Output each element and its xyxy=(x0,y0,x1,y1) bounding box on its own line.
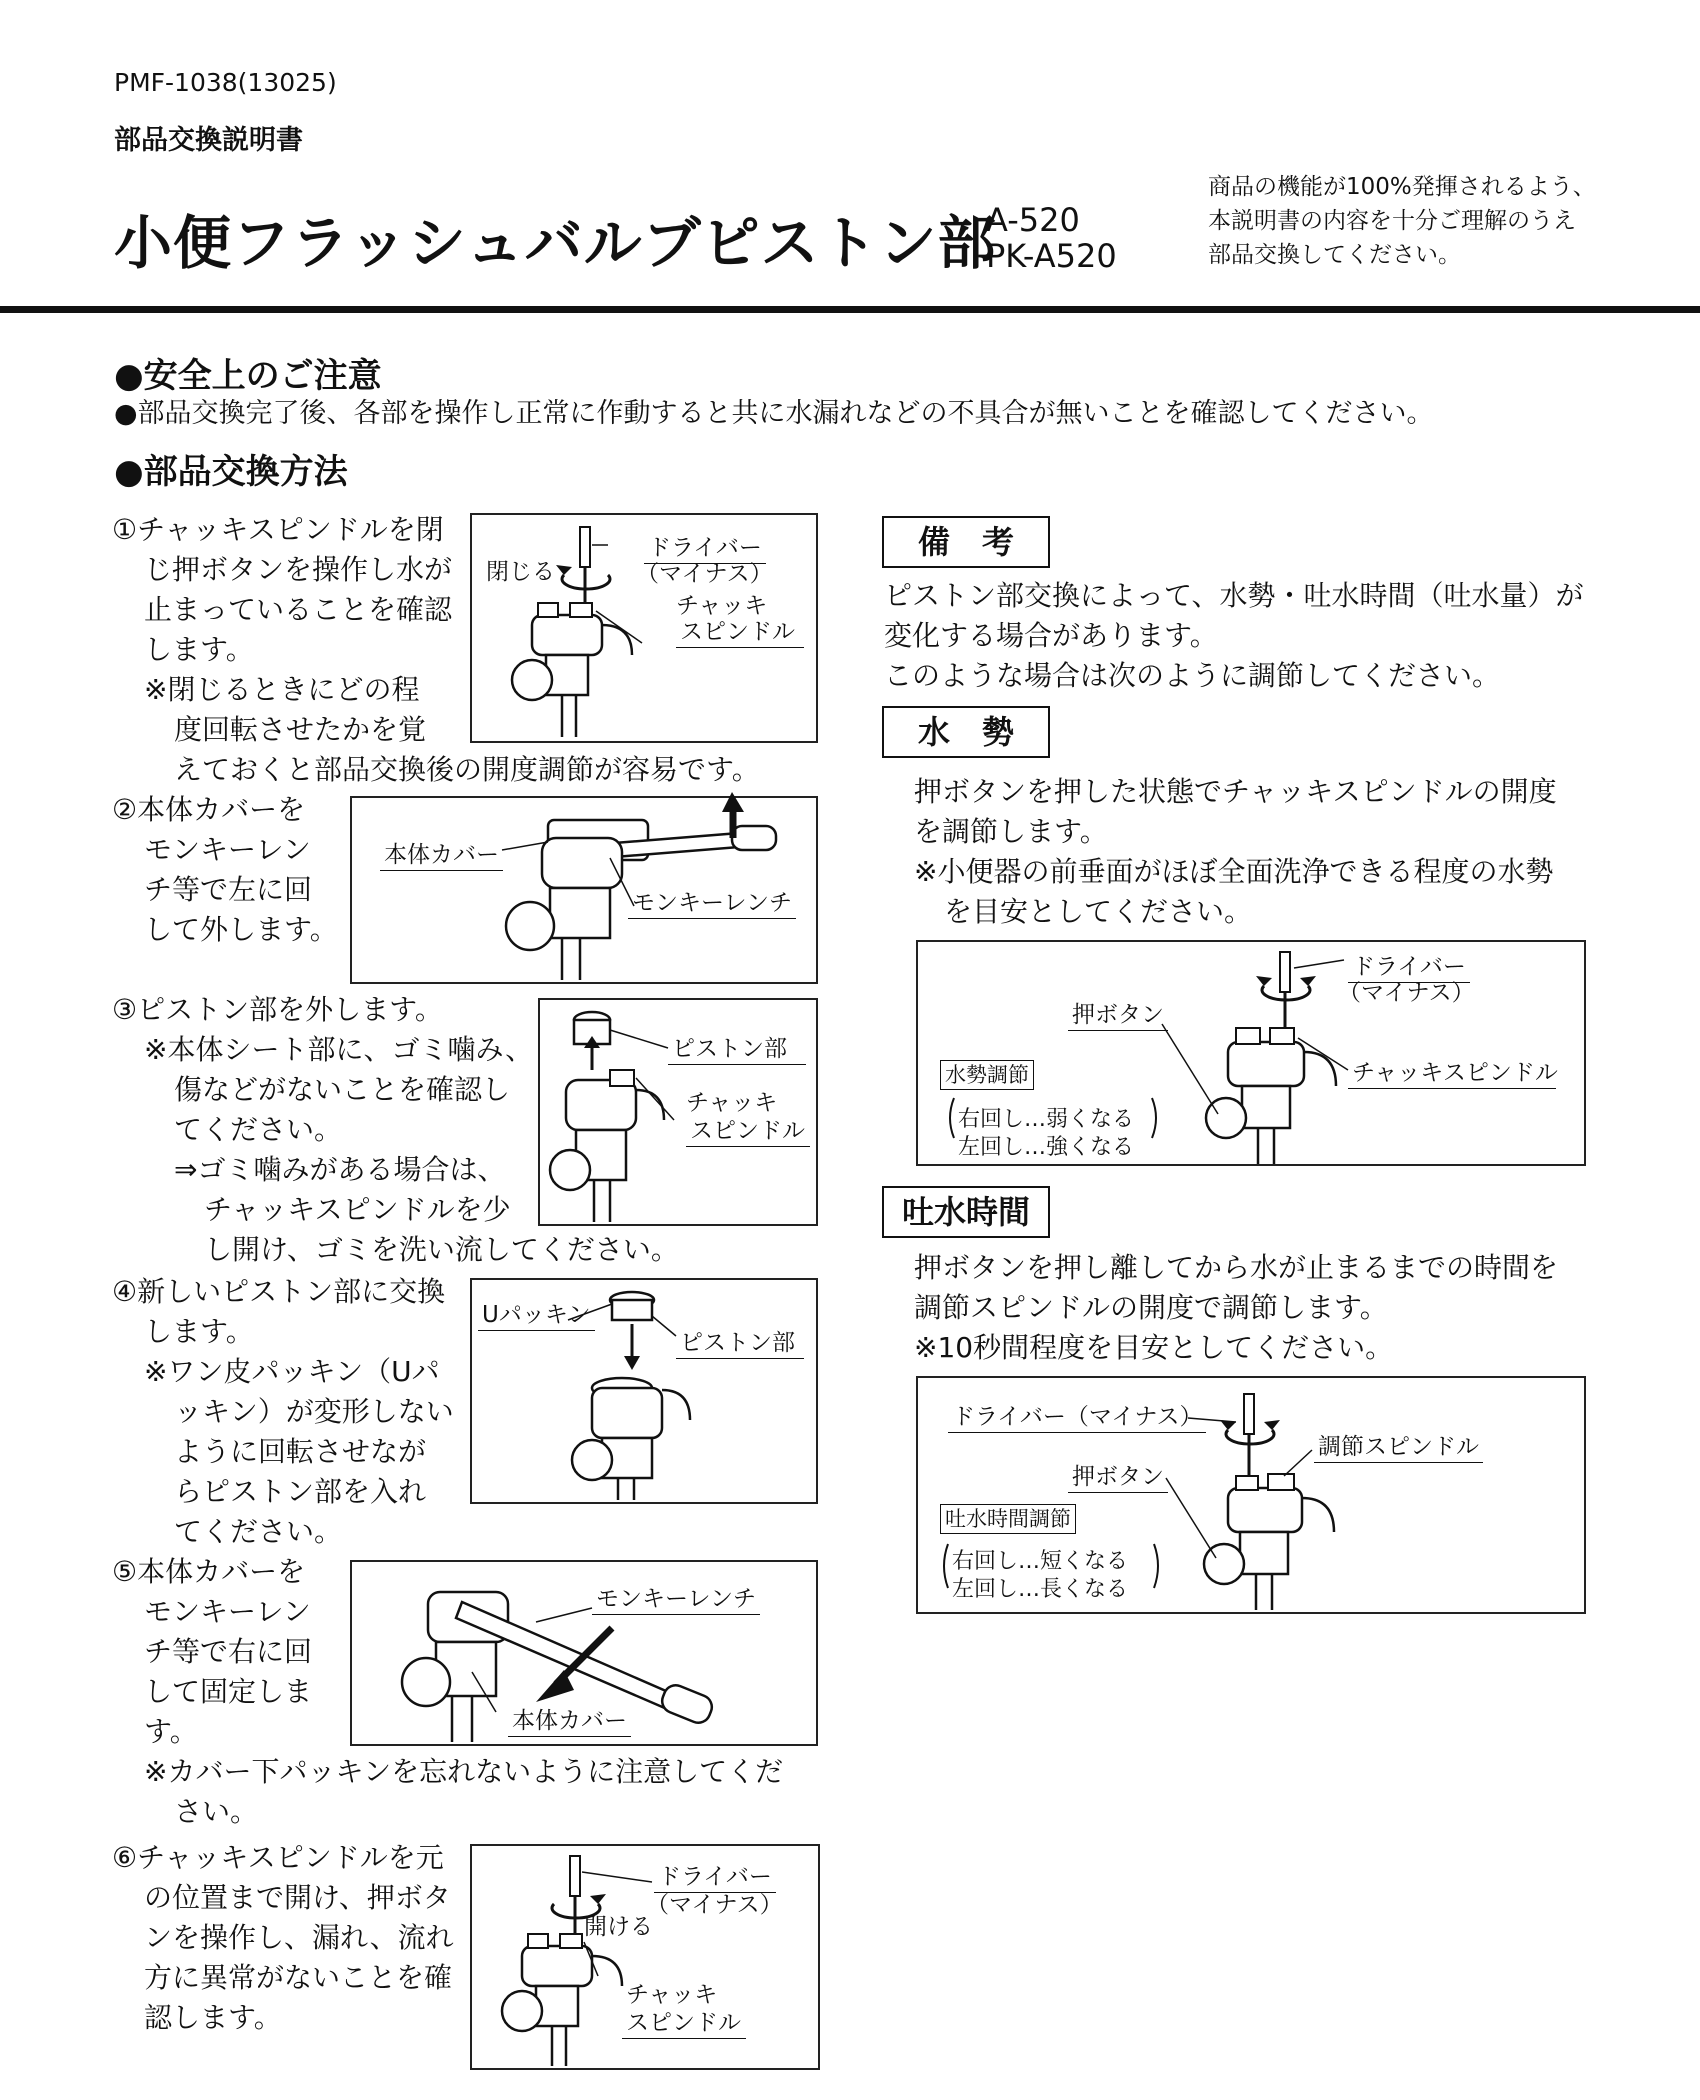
water-force-figure xyxy=(916,940,1586,1166)
discharge-tag: 吐水時間 xyxy=(882,1186,1050,1238)
step-line: 認します。 xyxy=(144,2001,282,2034)
driver-type-label: （マイナス） xyxy=(636,561,773,587)
step-2-text xyxy=(112,790,338,950)
step-line: ⑤本体カバーを xyxy=(112,1555,306,1588)
water-force-line: を目安としてください。 xyxy=(944,895,1253,928)
step-line: し開け、ゴミを洗い流してください。 xyxy=(204,1233,679,1266)
step-3-figure xyxy=(538,998,818,1226)
piston-label: ピストン部 xyxy=(676,1324,804,1359)
step-line: ※本体シート部に、ゴミ噛み、 xyxy=(144,1033,534,1066)
spindle-label: チャッキ xyxy=(686,1090,778,1116)
step-line: チ等で左に回 xyxy=(144,873,313,906)
spindle-label: チャッキ xyxy=(626,1982,718,2008)
water-force-line: ※小便器の前垂面がほぼ全面洗浄できる程度の水勢 xyxy=(914,855,1554,888)
cover-label: 本体カバー xyxy=(508,1702,631,1737)
step-line: ※閉じるときにどの程 xyxy=(144,673,420,706)
step-line: 度回転させたかを覚 xyxy=(174,713,427,746)
piston-label: ピストン部 xyxy=(668,1030,806,1065)
wrench-label: モンキーレンチ xyxy=(592,1580,760,1615)
step-4-text xyxy=(112,1272,454,1552)
step-line: ①チャッキスピンドルを閉 xyxy=(112,513,444,546)
step-line: じ押ボタンを操作し水が xyxy=(144,553,453,586)
step-line: 方に異常がないことを確 xyxy=(144,1961,453,1994)
spindle-label: スピンドル xyxy=(686,1112,810,1147)
header-divider xyxy=(0,306,1700,313)
left-turn-label: 左回し…長くなる xyxy=(952,1577,1129,1602)
adjust-label: 吐水時間調節 xyxy=(940,1504,1076,1534)
remarks-line: 変化する場合があります。 xyxy=(884,619,1218,652)
step-line: ④新しいピストン部に交換 xyxy=(112,1275,446,1308)
open-label: 開ける xyxy=(584,1914,653,1940)
step-line: ように回転させなが xyxy=(174,1435,427,1468)
step-5-figure xyxy=(350,1560,818,1746)
step-line: ※ワン皮パッキン（Uパ xyxy=(144,1355,440,1388)
step-line: して固定しま xyxy=(144,1675,313,1708)
right-turn-label: 右回し…弱くなる xyxy=(958,1107,1135,1132)
page-title: 小便フラッシュバルブピストン部 xyxy=(114,209,997,277)
step-line: えておくと部品交換後の開度調節が容易です。 xyxy=(174,753,760,786)
spindle-label: スピンドル xyxy=(676,613,804,648)
step-4-figure xyxy=(470,1278,818,1504)
intro-line: 部品交換してください。 xyxy=(1208,242,1461,268)
safety-text: ●部品交換完了後、各部を操作し正常に作動すると共に水漏れなどの不具合が無いことを確認してください。 xyxy=(114,398,1434,429)
remarks-line: ピストン部交換によって、水勢・吐水時間（吐水量）が xyxy=(884,579,1584,612)
discharge-line: 押ボタンを押し離してから水が止まるまでの時間を xyxy=(914,1251,1559,1284)
discharge-line: 調節スピンドルの開度で調節します。 xyxy=(914,1291,1388,1324)
spindle-label: スピンドル xyxy=(622,2004,746,2039)
step-line: 止まっていることを確認 xyxy=(144,593,453,626)
document-type: 部品交換説明書 xyxy=(114,125,303,156)
cover-label: 本体カバー xyxy=(380,836,503,871)
close-label: 閉じる xyxy=(486,559,555,585)
step-line: ⑥チャッキスピンドルを元 xyxy=(112,1841,444,1874)
step-line: らピストン部を入れ xyxy=(174,1475,427,1508)
document-code: PMF-1038(13025) xyxy=(114,68,337,97)
driver-label: ドライバー（マイナス） xyxy=(948,1398,1206,1433)
driver-label: ドライバー xyxy=(1348,948,1470,983)
remarks-line: このような場合は次のように調節してください。 xyxy=(884,659,1501,692)
step-line: てください。 xyxy=(174,1515,343,1548)
button-label: 押ボタン xyxy=(1068,996,1168,1031)
step-line: さい。 xyxy=(174,1795,259,1828)
intro-line: 商品の機能が100%発揮されるよう、 xyxy=(1208,174,1596,200)
model-number: PK-A520 xyxy=(986,237,1117,275)
adjust-label: 水勢調節 xyxy=(940,1060,1034,1090)
step-line: ⇒ゴミ噛みがある場合は、 xyxy=(174,1153,506,1186)
step-line: ②本体カバーを xyxy=(112,793,306,826)
step-line: チャッキスピンドルを少 xyxy=(204,1193,511,1226)
step-line: して外します。 xyxy=(144,913,338,946)
spindle-label: チャッキ xyxy=(676,593,768,619)
driver-label: ドライバー xyxy=(644,529,766,564)
step-line: ③ピストン部を外します。 xyxy=(112,993,443,1026)
discharge-line: ※10秒間程度を目安としてください。 xyxy=(914,1331,1394,1364)
step-line: す。 xyxy=(144,1715,198,1748)
driver-type-label: （マイナス） xyxy=(646,1892,783,1918)
step-line: てください。 xyxy=(174,1113,343,1146)
wrench-label: モンキーレンチ xyxy=(628,884,796,919)
step-line: ッキン）が変形しない xyxy=(174,1395,454,1428)
step-6-figure xyxy=(470,1844,820,2070)
water-force-line: 押ボタンを押した状態でチャッキスピンドルの開度 xyxy=(914,775,1557,808)
step-line: ンを操作し、漏れ、流れ xyxy=(144,1921,454,1954)
water-force-line: を調節します。 xyxy=(914,815,1108,848)
water-force-text xyxy=(914,772,1557,932)
intro-line: 本説明書の内容を十分ご理解のうえ xyxy=(1208,208,1576,234)
step-line: します。 xyxy=(144,1315,254,1348)
spindle-label: チャッキスピンドル xyxy=(1348,1054,1556,1089)
right-turn-label: 右回し…短くなる xyxy=(952,1549,1129,1574)
button-label: 押ボタン xyxy=(1068,1458,1168,1493)
left-turn-label: 左回し…強くなる xyxy=(958,1135,1135,1160)
model-numbers xyxy=(986,202,1117,274)
step-line: チ等で右に回 xyxy=(144,1635,313,1668)
step-1-figure xyxy=(470,513,818,743)
step-line: ※カバー下パッキンを忘れないように注意してくだ xyxy=(144,1755,784,1788)
step-line: の位置まで開け、押ボタ xyxy=(144,1881,451,1914)
discharge-figure xyxy=(916,1376,1586,1614)
model-number: A-520 xyxy=(986,201,1080,239)
remarks-tag: 備 考 xyxy=(882,516,1050,568)
packing-label: Uパッキン xyxy=(478,1296,595,1331)
step-line: 傷などがないことを確認し xyxy=(174,1073,511,1106)
spindle-label: 調節スピンドル xyxy=(1314,1428,1483,1463)
driver-type-label: （マイナス） xyxy=(1338,980,1475,1006)
safety-heading: ●安全上のご注意 xyxy=(114,356,382,396)
method-heading: ●部品交換方法 xyxy=(114,452,348,492)
remarks-text xyxy=(884,576,1583,696)
step-line: モンキーレン xyxy=(144,1595,311,1628)
driver-label: ドライバー xyxy=(654,1858,776,1893)
step-line: します。 xyxy=(144,633,254,666)
step-6-text xyxy=(112,1838,454,2038)
intro-text xyxy=(1208,170,1596,272)
step-line: モンキーレン xyxy=(144,833,311,866)
discharge-text xyxy=(914,1248,1558,1368)
step-2-figure xyxy=(350,796,818,984)
water-force-tag: 水 勢 xyxy=(882,706,1050,758)
